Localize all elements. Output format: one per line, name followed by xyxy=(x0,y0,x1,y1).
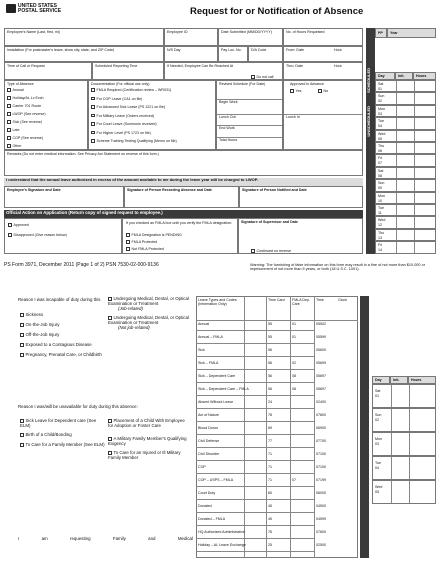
leave-cell: 07 xyxy=(292,478,296,482)
approved-advance-box: Approved in Advance Yes No Lunch In xyxy=(283,80,363,150)
form-number: PS Form 3971, December 2011 (Page 1 of 2) PSN 7530-02-000-9136 xyxy=(4,262,159,268)
calendar-day-name: Mon xyxy=(378,193,385,198)
leave-cell: 56 xyxy=(268,374,272,378)
leave-cell: 56 xyxy=(268,387,272,391)
warning-text: Warning: The furnishing of false information on this form may result in a fine of not more than $10,000 or imprisonment of not more than 5 years, or both (18 U.S.C. 1001). xyxy=(250,263,425,272)
hours-requested-field[interactable]: No. of Hours Requested xyxy=(283,28,363,46)
leave-cell: 05697 xyxy=(316,374,326,378)
calendar-day-row[interactable] xyxy=(375,105,436,117)
leave-cell: Sick – FMLA xyxy=(198,361,219,365)
thru-date-field[interactable]: Thru: Date Hour xyxy=(283,62,363,80)
calendar-day-row[interactable] xyxy=(375,204,436,216)
calendar-day-name: Fri xyxy=(378,156,383,161)
leave-cell: 71 xyxy=(268,452,272,456)
fmla-pending-checkbox[interactable] xyxy=(126,233,130,237)
leave-cell: Blood Donor xyxy=(198,426,218,430)
col-leave-types: Leave Types and Codes (Information Only) xyxy=(198,298,237,307)
calendar-day-number: 04 xyxy=(378,124,382,129)
da-code-field[interactable]: D/A Code xyxy=(248,46,283,62)
leave-cell: 05699 xyxy=(316,361,326,365)
military-care-checkbox[interactable] xyxy=(108,451,112,455)
calendar-day-name: Sat xyxy=(378,82,384,86)
calendar-day-row[interactable] xyxy=(375,216,436,228)
calendar-day-number: 13 xyxy=(378,235,382,240)
form-title: Request for or Notification of Absence xyxy=(190,6,364,17)
calendar-day-number: 09 xyxy=(378,186,382,191)
leave-cell: 07199 xyxy=(316,478,326,482)
calendar-day-row[interactable] xyxy=(372,432,436,456)
leave-cell: 06900 xyxy=(316,426,326,430)
employee-id-field[interactable]: Employee ID xyxy=(164,28,218,46)
leave-cell: 71 xyxy=(268,465,272,469)
cop-checkbox[interactable] xyxy=(7,136,11,140)
leave-cell: Court Duty xyxy=(198,491,216,495)
calendar-day-row[interactable] xyxy=(372,384,436,408)
calendar-day-number: 10 xyxy=(378,198,382,203)
leave-cell: Civil Defense xyxy=(198,439,220,443)
logo-line1: UNITED STATES xyxy=(18,3,57,9)
calendar-day-name: Sat xyxy=(378,168,384,173)
approved-checkbox[interactable] xyxy=(8,223,12,227)
dependent-care-checkbox[interactable] xyxy=(20,419,24,423)
leave-cell: 05600 xyxy=(316,348,326,352)
calendar-day-name: Thu xyxy=(378,144,385,148)
calendar-day-name: Wed xyxy=(378,131,386,136)
leave-cell: 06000 xyxy=(316,491,326,495)
calendar-day-row[interactable] xyxy=(375,229,436,241)
schedule-side-bar: SCHEDULED UNSCHEDULED xyxy=(366,28,375,254)
not-fmla-checkbox[interactable] xyxy=(126,247,130,251)
leave-cell: 78 xyxy=(268,413,272,417)
do-not-call-checkbox[interactable] xyxy=(251,75,255,79)
lwop-notice: I understand that the annual leave authorized in excess of the amount available to me during the leave year will be charged to LWOP. xyxy=(4,178,363,186)
calendar-day-number: 05 xyxy=(378,136,382,141)
date-submitted-field[interactable]: Date Submitted (MM/DD/YYYY) xyxy=(218,28,283,46)
calendar-day-number: 14 xyxy=(378,248,382,253)
reach-at-field[interactable]: If Needed, Employee Can Be Reached At Do not call xyxy=(164,62,283,80)
leave-cell: 71 xyxy=(268,478,272,482)
leave-cell: 77 xyxy=(268,439,272,443)
leave-cell: 07100 xyxy=(316,452,326,456)
calendar-day-name: Thu xyxy=(378,230,385,235)
leave-cell: COP xyxy=(198,465,206,469)
calendar-day-number: 11 xyxy=(378,211,382,215)
calendar-day-row[interactable] xyxy=(375,142,436,154)
leave-cell: 07600 xyxy=(316,530,326,534)
reason2-heading: Reason I was/will be unavailable for duty during this absence: xyxy=(18,404,138,409)
leave-cell: 25 xyxy=(268,543,272,547)
leave-cell: 56 xyxy=(268,348,272,352)
calendar-day-number: 03 xyxy=(375,442,379,446)
doc-advanced-checkbox[interactable] xyxy=(91,105,95,109)
calendar-day-number: 01 xyxy=(375,394,379,398)
family-member-checkbox[interactable] xyxy=(20,443,24,447)
calendar-day-number: 03 xyxy=(378,111,382,116)
calendar-day-number: 02 xyxy=(375,418,379,422)
time-of-call-field[interactable]: Time of Call or Request xyxy=(4,62,92,80)
leave-cell: 01 xyxy=(292,322,296,326)
leave-cell: 07100 xyxy=(316,465,326,469)
usps-logo xyxy=(6,4,96,18)
calendar-day-name: Tue xyxy=(378,206,385,210)
leave-cell: 45 xyxy=(268,517,272,521)
installation-field[interactable]: Installation (For postmaster's leave, show city, state, and ZIP Code) xyxy=(4,46,164,62)
doc-scheme-checkbox[interactable] xyxy=(91,139,95,143)
reason-heading: Reason I was incapable of duty during this xyxy=(18,297,101,302)
leave-cell: Sick – Dependent Care xyxy=(198,374,236,378)
approval-box: Approved Disapproved (Give reason below) xyxy=(4,218,122,254)
calendar-day-row[interactable] xyxy=(372,480,436,504)
leave-cell: 24 xyxy=(268,400,272,404)
leave-cell: 05697 xyxy=(316,387,326,391)
calendar-day-number: 02 xyxy=(378,99,382,104)
exam-jobrelated-checkbox[interactable] xyxy=(108,297,112,301)
calendar-day-name: Sun xyxy=(378,181,385,186)
calendar-day-name: Tue xyxy=(378,119,385,124)
leave-cell: Civil Disorder xyxy=(198,452,220,456)
supervisor-signature-field[interactable]: Signature of Supervisor and Date Continued on reverse xyxy=(238,218,363,254)
pregnancy-checkbox[interactable] xyxy=(20,353,24,357)
leave-cell: 07800 xyxy=(316,413,326,417)
leave-cell: 69 xyxy=(268,426,272,430)
calendar-day-name: Wed xyxy=(378,218,386,223)
leave-cell: 45 xyxy=(268,504,272,508)
schedule-side-bar-2 xyxy=(360,296,369,558)
calendar-day-name: Tue xyxy=(375,461,382,465)
lwop-checkbox[interactable] xyxy=(7,112,11,116)
leave-cell: 08 xyxy=(292,387,296,391)
exam-notjob-checkbox[interactable] xyxy=(108,316,112,320)
sickness-checkbox[interactable] xyxy=(20,313,24,317)
birth-checkbox[interactable] xyxy=(20,433,24,437)
leave-cell: 05599 xyxy=(316,335,326,339)
annual-checkbox[interactable] xyxy=(7,88,11,92)
yes-checkbox[interactable] xyxy=(290,89,294,93)
leave-cell: 02500 xyxy=(316,543,326,547)
calendar-day-number: 12 xyxy=(378,223,382,228)
calendar-day-name: Sun xyxy=(378,94,385,99)
leave-cell: 07700 xyxy=(316,439,326,443)
calendar-day-row[interactable] xyxy=(375,241,436,253)
doc-cop-checkbox[interactable] xyxy=(91,97,95,101)
leave-cell: Donated xyxy=(198,504,212,508)
calendar-day-row[interactable] xyxy=(375,117,436,129)
late-checkbox[interactable] xyxy=(7,128,11,132)
calendar-day-row[interactable] xyxy=(375,92,436,104)
sick-checkbox[interactable] xyxy=(7,120,11,124)
adoption-checkbox[interactable] xyxy=(108,419,112,423)
fmla-protected-checkbox[interactable] xyxy=(126,240,130,244)
leave-cell: 55 xyxy=(268,335,272,339)
no-checkbox[interactable] xyxy=(318,89,322,93)
calendar-day-number: 05 xyxy=(375,490,379,494)
calendar-day-row[interactable] xyxy=(372,456,436,480)
recorder-signature-field[interactable]: Signature of Person Recording Absence and Date xyxy=(124,186,239,208)
doc-court-checkbox[interactable] xyxy=(91,122,95,126)
leave-cell: 02 xyxy=(292,361,296,365)
ojt-injury-checkbox[interactable] xyxy=(20,323,24,327)
calendar-day-name: Sun xyxy=(375,413,382,417)
calendar-day-name: Sat xyxy=(375,389,381,393)
leave-cell: Annual xyxy=(198,322,210,326)
leave-cell: 55 xyxy=(268,322,272,326)
leave-cell: COP – USPS – FMLA xyxy=(198,478,234,482)
calendar-day-row[interactable] xyxy=(375,154,436,166)
leave-cell: 08 xyxy=(292,374,296,378)
fmla-status-box: If you checked an FMLA box until you verify the FMLA designation: FMLA Designation is PENDING FMLA Protected Not FMLA Protected xyxy=(122,218,238,254)
eagle-icon xyxy=(6,4,16,13)
disapproved-checkbox[interactable] xyxy=(8,233,12,237)
leave-cell: Absent Without Leave xyxy=(198,400,234,404)
leave-cell: 60 xyxy=(268,491,272,495)
leave-cell: 01 xyxy=(292,335,296,339)
doc-fmla-checkbox[interactable] xyxy=(91,88,95,92)
col-time: Time xyxy=(316,298,324,302)
logo-line2: POSTAL SERVICE xyxy=(18,8,62,14)
calendar-day-row[interactable] xyxy=(375,179,436,191)
revised-schedule-box: Revised Schedule (For Date) Begin Work Lunch Out End Work Total Hours xyxy=(216,80,283,150)
doc-military-checkbox[interactable] xyxy=(91,114,95,118)
employee-name-field[interactable]: Employee's Name (Last, first, mi) xyxy=(4,28,164,46)
holiday-checkbox[interactable] xyxy=(7,96,11,100)
leave-cell: 04599 xyxy=(316,517,326,521)
col-time-card: Time Card xyxy=(268,298,285,302)
pay-loc-field[interactable]: Pay Loc. No. xyxy=(218,46,248,62)
doc-higher-checkbox[interactable] xyxy=(91,131,95,135)
leave-cell: Sick xyxy=(198,348,205,352)
carrier-checkbox[interactable] xyxy=(7,104,11,108)
documentation-box: Documentation (For official use only) FMLA Required (Certification review – WR031) For COP Leave (CA1 on file) For Advanced Sick Leave (PS 1221 on file) For Military Leave (Orders received) For Court Leave (Summons received) For Higher Level (PS 1723 on file) Scheme Training Testing Qualifying (Memo on file) xyxy=(88,80,216,150)
calendar-day-row[interactable] xyxy=(372,408,436,432)
contagious-checkbox[interactable] xyxy=(20,343,24,347)
calendar-day-number: 06 xyxy=(378,149,382,153)
leave-cell: Act of Nature xyxy=(198,413,219,417)
fmla-request-line: I am requesting Family and Medical xyxy=(18,536,193,541)
calendar-day-name: Wed xyxy=(375,485,383,489)
calendar-day-name: Mon xyxy=(375,437,382,441)
leave-cell: HQ Authorized Administrative xyxy=(198,530,245,534)
calendar-day-number: 01 xyxy=(378,87,382,91)
offjob-injury-checkbox[interactable] xyxy=(20,333,24,337)
scheduled-time-field[interactable]: Scheduled Reporting Time xyxy=(92,62,164,80)
from-date-field[interactable]: From: Date Hour xyxy=(283,46,363,62)
leave-cell: 76 xyxy=(268,530,272,534)
exigency-checkbox[interactable] xyxy=(108,437,112,441)
calendar-day-name: Fri xyxy=(378,243,383,248)
calendar-day-number: 08 xyxy=(378,173,382,178)
remarks-field[interactable]: Remarks (Do not enter medical information. See Privacy Act Statement on reverse of this form.) xyxy=(4,150,363,176)
other-checkbox[interactable] xyxy=(7,144,11,148)
official-action-bar: Official Action on Application (Return copy of signed request to employee.) xyxy=(4,210,363,218)
calendar-day-row[interactable] xyxy=(375,80,436,92)
notified-signature-field[interactable]: Signature of Person Notified and Date xyxy=(239,186,363,208)
leave-cell: 05502 xyxy=(316,322,326,326)
leave-cell: Holiday – AL Leave Exchange xyxy=(198,543,246,547)
leave-cell: Sick – Dependent Care – FMLA xyxy=(198,387,249,391)
calendar-day-name: Mon xyxy=(378,106,385,111)
col-clock: Clock xyxy=(338,298,347,302)
leave-cell: Donated – FMLA xyxy=(198,517,226,521)
calendar-day-row[interactable] xyxy=(375,167,436,179)
leave-cell: Annual – FMLA xyxy=(198,335,223,339)
continued-checkbox[interactable] xyxy=(251,249,255,253)
leave-cell: 56 xyxy=(268,361,272,365)
calendar-day-row[interactable] xyxy=(375,130,436,142)
leave-cell: 04500 xyxy=(316,504,326,508)
calendar-day-number: 07 xyxy=(378,161,382,166)
calendar-day-number: 04 xyxy=(375,466,379,470)
type-of-absence-box: Type of Absence Annual Holiday/AL Lv Exch Carrier 701 Route LWOP (See reverse) Sick (See reverse) Late COP (See reverse) Other xyxy=(4,80,88,150)
leave-cell: 02400 xyxy=(316,400,326,404)
col-fmla: FMLA Dep. Care xyxy=(292,298,310,307)
ns-day-field[interactable]: N/S Day xyxy=(164,46,218,62)
calendar-day-row[interactable] xyxy=(375,192,436,204)
employee-signature-field[interactable]: Employee's Signature and Date xyxy=(4,186,124,208)
